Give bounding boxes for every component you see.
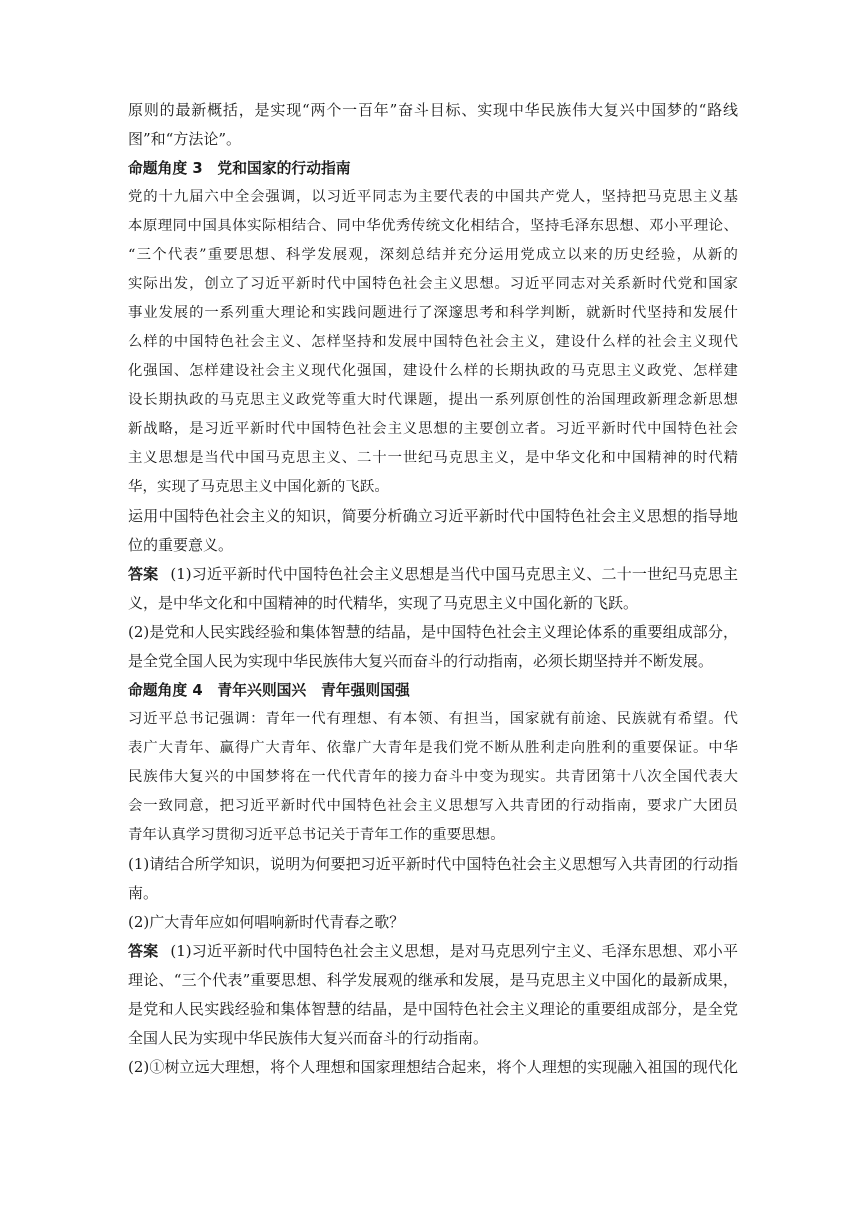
answer-line: 全国人民为实现中华民族伟大复兴而奋斗的行动指南。 xyxy=(128,1029,489,1047)
material-line: 么样的中国特色社会主义、怎样坚持和发展中国特色社会主义，建设什么样的社会主义现代 xyxy=(128,334,738,350)
question-line: (2)广大青年应如何唱响新时代青春之歌？ xyxy=(128,913,405,931)
material-line: 本原理同中国具体实际相结合、同中华优秀传统文化相结合，坚持毛泽东思想、邓小平理论、 xyxy=(128,218,738,234)
material-line: 新战略，是习近平新时代中国特色社会主义思想的主要创立者。习近平新时代中国特色社会 xyxy=(128,421,738,437)
material-line: 化强国、怎样建设社会主义现代化强国，建设什么样的长期执政的马克思主义政党、怎样建 xyxy=(128,363,738,379)
answer-text: (1)习近平新时代中国特色社会主义思想，是对马克思列宁主义、毛泽东思想、邓小平 xyxy=(170,942,738,960)
answer-label: 答案 xyxy=(128,942,159,960)
material-line: 表广大青年、赢得广大青年、依靠广大青年是我们党不断从胜利走向胜利的重要保证。中华 xyxy=(128,740,738,756)
material-line: “三个代表”重要思想、科学发展观，深刻总结并充分运用党成立以来的历史经验，从新的 xyxy=(128,247,738,263)
material-line: 实际出发，创立了习近平新时代中国特色社会主义思想。习近平同志对关系新时代党和国家 xyxy=(128,276,738,292)
answer-line: (2)①树立远大理想，将个人理想和国家理想结合起来，将个人理想的实现融入祖国的现代化 xyxy=(128,1058,738,1076)
answer-line xyxy=(128,937,738,966)
material-line: 主义思想是当代中国马克思主义、二十一世纪马克思主义，是中华文化和中国精神的时代精 xyxy=(128,450,738,466)
answer-line: 理论、“三个代表”重要思想、科学发展观的继承和发展，是马克思主义中国化的最新成果， xyxy=(128,971,738,989)
question-line: 运用中国特色社会主义的知识，简要分析确立习近平新时代中国特色社会主义思想的指导地 xyxy=(128,507,738,525)
material-line: 青年认真学习贯彻习近平总书记关于青年工作的重要思想。 xyxy=(128,827,505,843)
intro-line: 图”和“方法论”。 xyxy=(128,130,242,148)
answer-line: 是全党全国人民为实现中华民族伟大复兴而奋斗的行动指南，必须长期坚持并不断发展。 xyxy=(128,652,714,670)
answer-line xyxy=(128,560,738,589)
material-line: 华，实现了马克思主义中国化新的飞跃。 xyxy=(128,479,389,495)
answer-text: (1)习近平新时代中国特色社会主义思想是当代中国马克思主义、二十一世纪马克思主 xyxy=(170,565,738,583)
question-line: 南。 xyxy=(128,884,159,902)
document-page xyxy=(128,96,738,1082)
material-line: 事业发展的一系列重大理论和实践问题进行了深邃思考和科学判断，就新时代坚持和发展什 xyxy=(128,305,738,321)
material-line: 民族伟大复兴的中国梦将在一代代青年的接力奋斗中变为现实。共青团第十八次全国代表大 xyxy=(128,769,738,785)
intro-line: 原则的最新概括，是实现“两个一百年”奋斗目标、实现中华民族伟大复兴中国梦的“路线 xyxy=(128,101,738,119)
question-line: 位的重要意义。 xyxy=(128,536,234,554)
section-heading-angle-3: 命题角度 3 党和国家的行动指南 xyxy=(128,160,351,177)
material-line: 设长期执政的马克思主义政党等重大时代课题，提出一系列原创性的治国理政新理念新思想 xyxy=(128,392,738,408)
material-line: 习近平总书记强调：青年一代有理想、有本领、有担当，国家就有前途、民族就有希望。代 xyxy=(128,711,738,727)
answer-line: (2)是党和人民实践经验和集体智慧的结晶，是中国特色社会主义理论体系的重要组成部分， xyxy=(128,623,738,641)
material-line: 党的十九届六中全会强调，以习近平同志为主要代表的中国共产党人，坚持把马克思主义基 xyxy=(128,189,738,205)
section-heading-angle-4: 命题角度 4 青年兴则国兴 青年强则国强 xyxy=(128,682,410,699)
answer-line: 是党和人民实践经验和集体智慧的结晶，是中国特色社会主义理论的重要组成部分，是全党 xyxy=(128,1000,738,1018)
question-line: (1)请结合所学知识，说明为何要把习近平新时代中国特色社会主义思想写入共青团的行动指 xyxy=(128,855,738,873)
answer-label: 答案 xyxy=(128,565,159,583)
material-line: 会一致同意，把习近平新时代中国特色社会主义思想写入共青团的行动指南，要求广大团员 xyxy=(128,798,738,814)
answer-line: 义，是中华文化和中国精神的时代精华，实现了马克思主义中国化新的飞跃。 xyxy=(128,594,639,612)
